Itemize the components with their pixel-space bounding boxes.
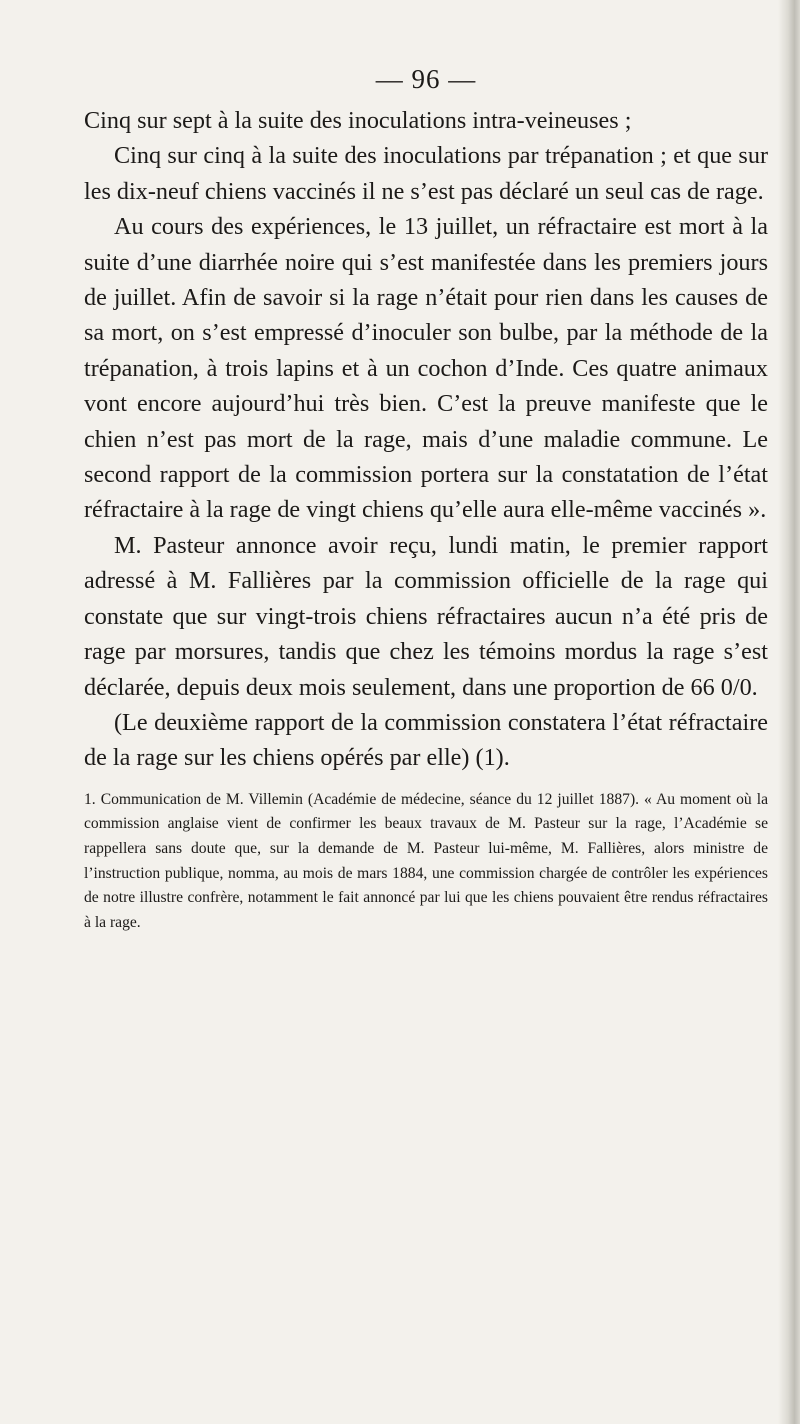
footnotes [84,788,768,936]
paragraph-5: (Le deuxième rapport de la commission constatera l’état réfractaire de la rage sur les chiens opérés par elle) (1). [84,708,768,772]
paragraph-2: Cinq sur cinq à la suite des inoculations par trépanation ; et que sur les dix-neuf chiens vaccinés il ne s’est pas déclaré un seul cas de rage. [84,142,768,205]
paragraph-3: Au cours des expériences, le 13 juillet, un réfractaire est mort à la suite d’une diarrhée noire qui s’est manifestée dans les premiers jours de juillet. Afin de savoir si la rage n’était pour rien dans les causes de sa mort, on s’est empressé d’inoculer son bulbe, par la méthode de la trépanation, à trois lapins et à un cochon d’Inde. Ces quatre animaux vont encore aujourd’hui très bien. C’est la preuve manifeste que le chien n’est pas mort de la rage, mais d’une maladie commune. Le second rapport de la commission portera sur la constatation de l’état réfractaire à la rage de vingt chiens qu’elle aura elle-même vaccinés ». [84,213,768,524]
paragraph-1: Cinq sur sept à la suite des inoculations intra-veineuses ; [84,107,632,134]
body-text [84,103,768,776]
book-page [84,64,768,935]
page-edge-shadow [778,0,800,1424]
page-number: — 96 — [375,64,477,94]
footnote-1: 1. Communication de M. Villemin (Académie de médecine, séance du 12 juillet 1887). « Au moment où la commission anglaise vient de confirmer les beaux travaux de M. Pasteur sur la rage, l’Académie se rappellera sans doute que, sur la demande de M. Pasteur lui-même, M. Fallières, alors ministre de l’instruction publique, nomma, au mois de mars 1884, une commission chargée de contrôler les expériences de notre illustre confrère, notamment le fait annoncé par lui que les chiens pouvaient être rendus réfractaires à la rage. [84,790,768,931]
paragraph-4: M. Pasteur annonce avoir reçu, lundi matin, le premier rapport adressé à M. Fallières par la commission officielle de la rage qui constate que sur vingt-trois chiens réfractaires aucun n’a été pris de rage par morsures, tandis que chez les témoins mordus la rage s’est déclarée, depuis deux mois seulement, dans une proportion de 66 0/0. [84,531,768,701]
